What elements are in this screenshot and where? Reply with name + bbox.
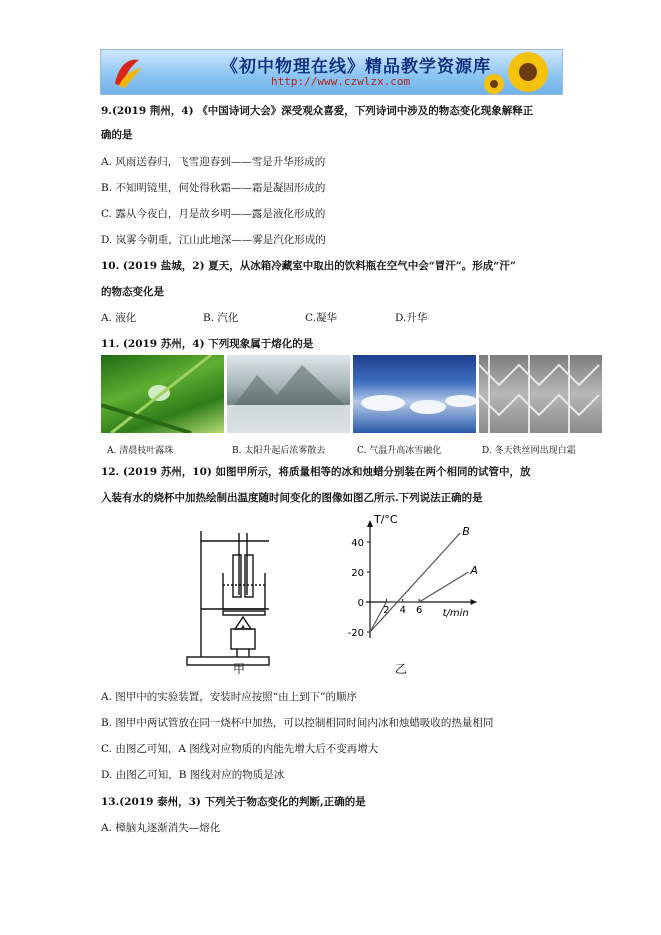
y-axis-arrow-icon — [367, 520, 373, 527]
q11-photo-strip — [101, 355, 602, 459]
x-axis-arrow-icon — [471, 599, 477, 605]
photo-fog-mountains — [227, 355, 350, 433]
y-axis-label: T/°C — [374, 515, 398, 526]
q11-caption-a: A. 清晨枝叶露珠 — [107, 446, 174, 456]
x-axis-label: t/min — [442, 608, 469, 619]
photo-dew-on-leaves — [101, 355, 224, 433]
y-tick-label: -20 — [347, 628, 364, 639]
q11-stem: 11. (2019 苏州，4) 下列现象属于熔化的是 — [101, 338, 314, 350]
q10-option-c: C.凝华 — [305, 312, 337, 324]
q9-option-d: D. 岚雾今朝重，江山此地深——雾是汽化形成的 — [101, 234, 326, 246]
q12-option-b: B. 图甲中两试管放在同一烧杯中加热，可以控制相同时间内冰和烛蜡吸收的热量相同 — [101, 717, 494, 729]
mountain-icon — [227, 355, 350, 433]
series-label-A: A — [470, 564, 478, 577]
site-logo-icon — [109, 54, 145, 90]
header-banner — [100, 49, 563, 95]
q10-option-b: B. 汽化 — [203, 312, 239, 324]
q9-stem-cont: 确的是 — [101, 129, 133, 141]
photo-melting-ice — [353, 355, 476, 433]
x-tick-label: 6 — [416, 605, 423, 616]
y-tick-label: 0 — [357, 598, 364, 609]
y-tick-label: 40 — [351, 538, 364, 549]
q12-stem-cont: 入装有水的烧杯中加热绘制出温度随时间变化的图像如图乙所示.下列说法正确的是 — [101, 492, 483, 504]
banner-title: 《初中物理在线》精品教学资源库 — [221, 57, 491, 77]
q13-stem: 13.(2019 泰州，3) 下列关于物态变化的判断,正确的是 — [101, 796, 366, 808]
q13-option-a: A. 樟脑丸逐渐消失—熔化 — [101, 822, 221, 834]
flame-icon — [241, 625, 245, 629]
x-tick-label: 2 — [383, 605, 390, 616]
apparatus-figure — [185, 525, 290, 685]
temperature-time-chart — [325, 515, 495, 650]
q11-caption-b: B. 太阳升起后浓雾散去 — [232, 446, 326, 456]
sunflower-icon — [480, 50, 558, 94]
figure-label-yi: 乙 — [395, 662, 408, 676]
q12-stem: 12. (2019 苏州，10) 如图甲所示，将质量相等的冰和烛蜡分别装在两个相同的试管中，放 — [101, 466, 531, 478]
q9-stem: 9.(2019 荆州，4) 《中国诗词大会》深受观众喜爱，下列诗词中涉及的物态变化现象解释正 — [101, 105, 534, 117]
q10-option-d: D.升华 — [395, 312, 428, 324]
wire-fence-icon — [479, 355, 602, 433]
dew-drop-icon — [101, 355, 224, 433]
q10-stem: 10. (2019 盐城，2) 夏天，从冰箱冷藏室中取出的饮料瓶在空气中会“冒汗”。形成“汗” — [101, 260, 516, 272]
base-plate — [187, 657, 269, 665]
q9-option-c: C. 露从今夜白，月是故乡明——露是液化形成的 — [101, 208, 326, 220]
q11-caption-d: D. 冬天铁丝网出现白霜 — [482, 446, 576, 456]
q11-caption-c: C. 气温升高冰雪融化 — [357, 446, 442, 456]
series-label-B: B — [462, 525, 470, 538]
q10-option-a: A. 液化 — [101, 312, 137, 324]
q10-stem-cont: 的物态变化是 — [101, 286, 164, 298]
x-tick-label: 4 — [399, 605, 406, 616]
q9-option-a: A. 风雨送春归，飞雪迎春到——雪是升华形成的 — [101, 156, 326, 168]
q12-option-c: C. 由图乙可知，A 图线对应物质的内能先增大后不变再增大 — [101, 743, 379, 755]
q12-option-a: A. 图甲中的实验装置，安装时应按照“由上到下”的顺序 — [101, 691, 357, 703]
ice-icon — [353, 355, 476, 433]
q12-option-d: D. 由图乙可知，B 图线对应的物质是冰 — [101, 769, 285, 781]
photo-frost-fence — [479, 355, 602, 433]
banner-url[interactable]: http://www.czwlzx.com — [271, 75, 411, 88]
figure-label-jia: 甲 — [233, 662, 246, 676]
y-tick-label: 20 — [351, 568, 364, 579]
q9-option-b: B. 不知明镜里，何处得秋霜——霜是凝固形成的 — [101, 182, 326, 194]
